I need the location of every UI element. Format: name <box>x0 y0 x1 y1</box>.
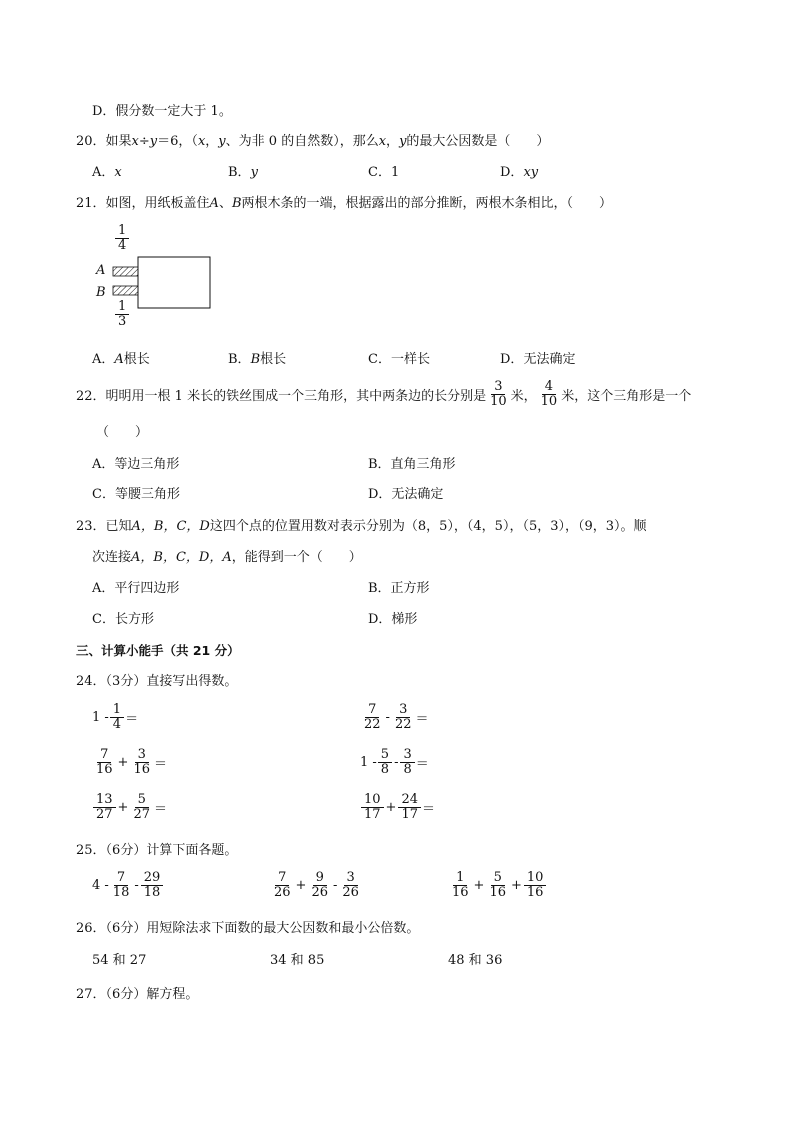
q19-option-d: D．假分数一定大于 1。 <box>92 104 232 119</box>
stick-a <box>113 267 139 276</box>
q26-title: 26．（6分）用短除法求下面数的最大公因数和最小公倍数。 <box>76 921 420 936</box>
section-3-title: 三、计算小能手（共 21 分） <box>76 643 240 658</box>
q24-item-2: $\frac{7}{22}$ - $\frac{3}{22}$ ＝ <box>364 702 429 732</box>
cardboard <box>138 257 210 308</box>
q23-option-c: C．长方形 <box>92 612 154 627</box>
q21-figure <box>92 224 222 344</box>
q23-stem-line1: 23．已知A，B，C，D这四个点的位置用数对表示分别为（8，5），（4，5），（5，3），（9，3）。顺 <box>76 519 647 534</box>
q20-option-d: D．xy <box>500 165 539 180</box>
q21-option-c: C．一样长 <box>368 352 430 367</box>
q23-stem-line2: 次连接A，B，C，D，A，能得到一个（ ） <box>92 550 362 565</box>
q24-item-6: $\frac{10}{17}$ + $\frac{24}{17}$ ＝ <box>360 793 435 822</box>
fig-label-b: B <box>96 285 106 300</box>
q22-paren: （ ） <box>96 425 149 440</box>
q27-title: 27．（6分）解方程。 <box>76 987 199 1002</box>
q25-title: 25．（6分）计算下面各题。 <box>76 843 238 858</box>
q25-expression-2: $\frac{7}{26}$ + $\frac{9}{26}$ - $\frac{3}{26}$ <box>274 870 359 900</box>
q20-option-c: C．1 <box>368 165 400 180</box>
q24-item-3: $\frac{7}{16}$ + $\frac{3}{16}$ ＝ <box>96 747 168 777</box>
q22-fraction-1: $\frac{3}{10}$ <box>490 379 507 409</box>
q22-option-a: A．等边三角形 <box>92 457 180 472</box>
q24-item-4: 1 - $\frac{5}{8}$ - $\frac{3}{8}$ ＝ <box>360 747 429 777</box>
fig-label-a: A <box>96 263 106 278</box>
q23-option-a: A．平行四边形 <box>92 581 180 596</box>
q26-item-3: 48 和 36 <box>448 953 503 968</box>
q26-item-2: 34 和 85 <box>270 953 325 968</box>
q25-expression-1: 4 - $\frac{7}{18}$ - $\frac{29}{18}$ <box>92 871 164 900</box>
q22-option-d: D．无法确定 <box>368 487 444 502</box>
q23-option-d: D．梯形 <box>368 612 418 627</box>
q22-fraction-2: $\frac{4}{10}$ <box>540 379 558 409</box>
q21-option-b: B．B根长 <box>228 352 287 367</box>
q21-option-a: A．A根长 <box>92 352 150 367</box>
stick-b <box>113 286 139 295</box>
q23-option-b: B．正方形 <box>368 581 430 596</box>
q24-item-5: $\frac{13}{27}$ + $\frac{5}{27}$ ＝ <box>92 793 167 822</box>
q22-option-b: B．直角三角形 <box>368 457 456 472</box>
fig-bottom-fraction: $\frac{1}{3}$ <box>115 300 129 329</box>
q22-option-c: C．等腰三角形 <box>92 487 180 502</box>
q20-option-a: A．x <box>92 165 122 180</box>
q24-title: 24．（3分）直接写出得数。 <box>76 674 238 689</box>
fig-top-fraction: $\frac{1}{4}$ <box>115 224 129 253</box>
q21-option-d: D．无法确定 <box>500 352 576 367</box>
q20-stem: 20．如果x÷y＝6，（x，y、为非 0 的自然数），那么x，y的最大公因数是（ ） <box>76 134 550 149</box>
q21-stem: 21．如图，用纸板盖住A、B两根木条的一端，根据露出的部分推断，两根木条相比，（ ） <box>76 196 613 211</box>
q26-item-1: 54 和 27 <box>92 953 147 968</box>
q22-stem: 22．明明用一根 1 米长的铁丝围成一个三角形，其中两条边的长分别是 $\frac{3}{10}$ 米， $\frac{4}{10}$ 米，这个三角形是一个 <box>76 379 692 409</box>
fig-drawing <box>92 224 222 344</box>
q24-item-1: 1 - $\frac{1}{4}$ ＝ <box>92 702 139 732</box>
q20-option-b: B．y <box>228 165 258 180</box>
q25-expression-3: $\frac{1}{16}$ + $\frac{5}{16}$ + $\frac{10}{16}$ <box>448 871 547 900</box>
